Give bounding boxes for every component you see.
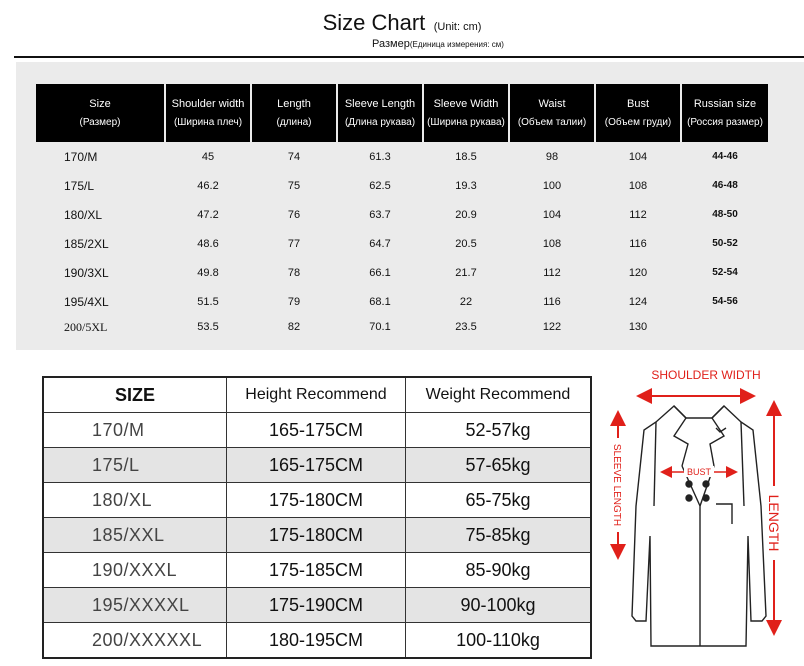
table-row: [36, 287, 768, 316]
size-cell: 185/2XL: [64, 236, 109, 251]
height-cell: 180-195CM: [227, 623, 406, 659]
shoulder-cell: 53.5: [197, 321, 219, 333]
length-cell: 82: [287, 321, 301, 333]
height-cell: 165-175CM: [227, 448, 406, 483]
height-cell: 175-180CM: [227, 518, 406, 553]
sleeve-length-cell: 70.1: [369, 321, 391, 333]
shoulder-cell: 51.5: [197, 295, 219, 308]
subtitle-main: Размер: [372, 38, 410, 50]
shoulder-cell: 47.2: [197, 208, 219, 221]
russian-size-cell: 54-56: [712, 296, 738, 307]
header-cell: Waist (Объем талии): [510, 84, 594, 142]
shoulder-cell: 45: [201, 150, 215, 163]
header-cell: Shoulder width (Ширина плеч): [166, 84, 250, 142]
size-header: SIZE: [43, 377, 227, 413]
bust-cell: 116: [629, 237, 647, 250]
weight-cell: 90-100kg: [406, 588, 592, 623]
recommend-header-row: [43, 377, 591, 413]
table-row: [43, 588, 591, 623]
height-cell: 165-175CM: [227, 413, 406, 448]
waist-cell: 122: [542, 321, 562, 333]
russian-subtitle: [372, 38, 504, 50]
height-header: Height Recommend: [227, 377, 406, 413]
russian-size-cell: 46-48: [712, 180, 738, 191]
sleeve-length-cell: 62.5: [369, 179, 391, 192]
size-cell: 190/3XL: [64, 265, 109, 280]
bust-cell: 120: [628, 266, 648, 279]
weight-cell: 75-85kg: [406, 518, 592, 553]
sleeve-width-cell: 18.5: [455, 150, 477, 163]
table-row: [36, 171, 768, 200]
size-chart-header-row: [36, 84, 768, 142]
size-chart-table: [34, 84, 770, 338]
size-cell: 170/M: [43, 413, 227, 448]
weight-cell: 65-75kg: [406, 483, 592, 518]
size-chart-title: [0, 10, 804, 36]
header-cell: Size (Размер): [36, 84, 164, 142]
size-cell: 170/M: [64, 149, 98, 164]
table-row: [36, 200, 768, 229]
table-row: [36, 142, 768, 171]
bust-cell: 112: [629, 208, 647, 221]
table-row: [43, 448, 591, 483]
sleeve-length-cell: 61.3: [369, 150, 391, 163]
height-cell: 175-185CM: [227, 553, 406, 588]
waist-cell: 104: [542, 208, 562, 221]
coat-illustration: [632, 406, 766, 646]
weight-cell: 57-65kg: [406, 448, 592, 483]
sleeve-length-label: SLEEVE LENGTH: [611, 443, 622, 527]
header-cell: Sleeve Length (Длина рукава): [338, 84, 422, 142]
header-cell: Russian size (Россия размер): [682, 84, 768, 142]
waist-cell: 100: [542, 179, 562, 192]
sleeve-width-cell: 22: [459, 295, 473, 308]
shoulder-cell: 46.2: [197, 179, 219, 192]
coat-diagram: [596, 356, 802, 658]
size-cell: 195/4XL: [64, 294, 109, 309]
sleeve-width-cell: 19.3: [455, 179, 477, 192]
sleeve-width-cell: 21.7: [455, 266, 477, 279]
height-cell: 175-180CM: [227, 483, 406, 518]
weight-cell: 52-57kg: [406, 413, 592, 448]
length-cell: 74: [287, 150, 301, 163]
table-row: [36, 258, 768, 287]
russian-size-cell: 48-50: [712, 209, 738, 220]
sleeve-length-cell: 68.1: [369, 295, 391, 308]
table-row: [43, 623, 591, 659]
sleeve-length-cell: 66.1: [369, 266, 391, 279]
russian-size-cell: 44-46: [712, 151, 738, 162]
header-cell: Sleeve Width (Ширина рукава): [424, 84, 508, 142]
shoulder-cell: 49.8: [197, 266, 219, 279]
page-title: Size Chart: [322, 10, 426, 35]
table-row: [36, 229, 768, 258]
table-row: [43, 413, 591, 448]
height-cell: 175-190CM: [227, 588, 406, 623]
russian-size-cell: [682, 316, 768, 338]
russian-size-cell: 52-54: [712, 267, 738, 278]
size-cell: 175/L: [64, 178, 95, 193]
table-row: [43, 518, 591, 553]
header-cell: Bust (Объем груди): [596, 84, 680, 142]
sleeve-width-cell: 23.5: [455, 321, 477, 333]
length-cell: 79: [287, 295, 301, 308]
header-cell: Length (длина): [252, 84, 336, 142]
table-row: [43, 553, 591, 588]
table-row: [43, 483, 591, 518]
bust-cell: 130: [628, 321, 648, 333]
length-label: LENGTH: [766, 494, 782, 552]
shoulder-width-label: SHOULDER WIDTH: [651, 368, 761, 382]
size-cell: 180/XL: [64, 207, 103, 222]
waist-cell: 112: [543, 266, 561, 279]
sleeve-length-cell: 64.7: [369, 237, 391, 250]
length-cell: 78: [287, 266, 301, 279]
length-cell: 75: [287, 179, 301, 192]
size-cell: 190/XXXL: [43, 553, 227, 588]
size-cell: 175/L: [43, 448, 227, 483]
length-cell: 76: [287, 208, 301, 221]
recommend-table: [42, 376, 592, 659]
size-cell: 180/XL: [43, 483, 227, 518]
weight-cell: 100-110kg: [406, 623, 592, 659]
weight-header: Weight Recommend: [406, 377, 592, 413]
size-cell: 195/XXXXL: [43, 588, 227, 623]
sleeve-width-cell: 20.5: [455, 237, 477, 250]
bust-cell: 104: [628, 150, 648, 163]
bust-cell: 108: [628, 179, 648, 192]
subtitle-small: (Единица измерения: см): [409, 40, 504, 49]
size-cell: 185/XXL: [43, 518, 227, 553]
shoulder-cell: 48.6: [197, 237, 219, 250]
bust-cell: 124: [628, 295, 648, 308]
size-cell: 200/XXXXXL: [43, 623, 227, 659]
waist-cell: 108: [542, 237, 562, 250]
unit-label: (Unit: cm): [433, 21, 482, 33]
length-cell: 77: [287, 237, 301, 250]
waist-cell: 98: [545, 150, 559, 163]
sleeve-width-cell: 20.9: [455, 208, 477, 221]
bust-label: BUST: [686, 467, 712, 477]
size-cell: 200/5XL: [64, 319, 108, 334]
title-divider: [14, 56, 804, 58]
waist-cell: 116: [543, 295, 561, 308]
sleeve-length-cell: 63.7: [369, 208, 391, 221]
russian-size-cell: 50-52: [712, 238, 738, 249]
table-row: [36, 316, 768, 338]
weight-cell: 85-90kg: [406, 553, 592, 588]
